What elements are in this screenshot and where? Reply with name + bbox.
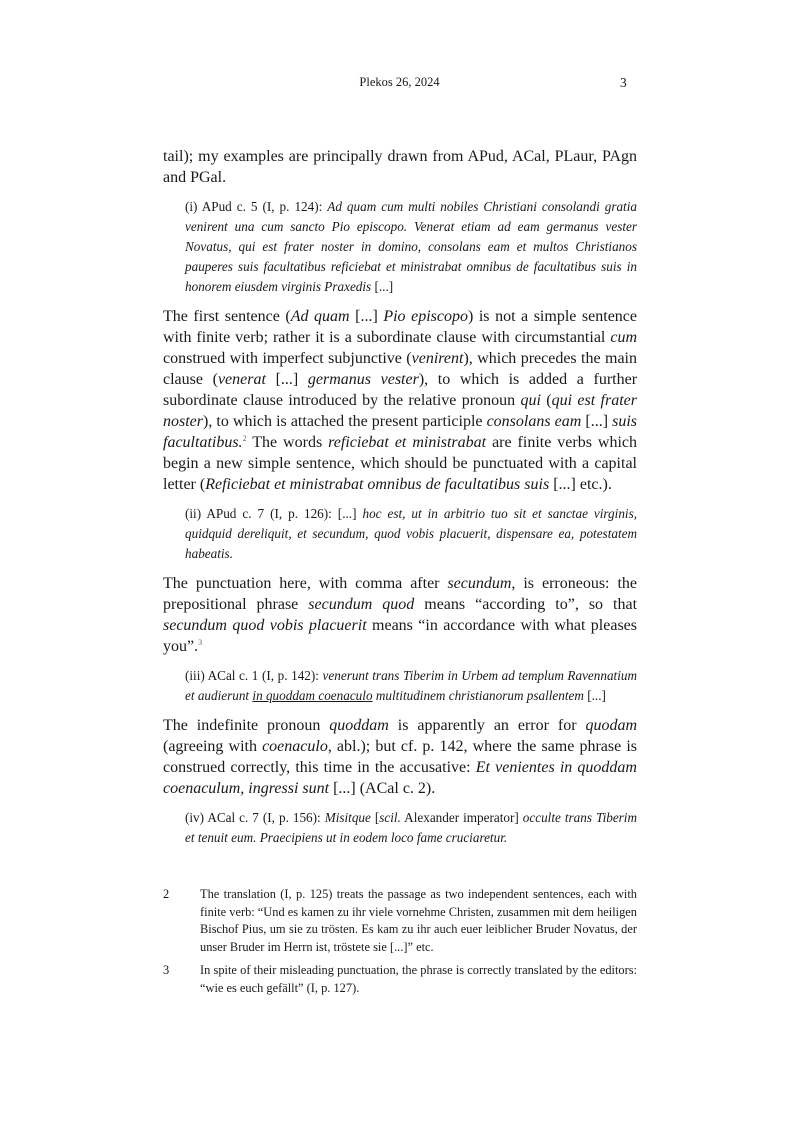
block-quote [185,197,637,297]
text-run: (iv) ACal c. 7 (I, p. 156): [185,810,325,825]
latin-text: scil. [379,810,401,825]
text-run: (ii) APud c. 7 (I, p. 126): [...] [185,506,363,521]
footnote-text: The translation (I, p. 125) treats the passage as two independent sentences, each with finite verb: “Und es kamen zu ihr viele vornehme Christen, zusammen mit dem heiligen Bischof Pius, um sie zu trösten. Es kam zu ihr auch euer leiblicher Bruder Novatus, der unser Bruder im Herrn ist, tröstete sie [...]” etc. [200,887,637,954]
latin-text: secundum [447,575,512,592]
latin-text: qui [520,392,541,409]
text-run: [...] [265,371,308,388]
text-run: [...] [583,688,606,703]
body-paragraph [163,573,637,657]
latin-text: venerat [217,371,266,388]
text-run: ), to which is added a further subordinate clause introduced by the relative pronoun [163,371,638,409]
text-run: (i) APud c. 5 (I, p. 124): [185,199,328,214]
latin-text: hoc est, ut in arbitrio tuo sit et sanctae virginis, quidquid dereliquit, et secundum, quod vobis placuerit, dispensare ea, potestatem habeatis. [185,506,638,561]
latin-text: multitudinem christianorum psallentem [372,688,584,703]
latin-text: Pio episcopo [383,308,468,325]
text-run: Alexander imperator] [400,810,523,825]
text-run: [...] (ACal c. 2). [329,780,436,797]
latin-text: Misitque [324,810,371,825]
body-paragraph [163,146,637,188]
latin-text: Ad quam cum multi nobiles Christiani consolandi gratia venirent una cum sancto Pio episcopo. Venerat etiam ad eam germanus vester Novatus, qui est frater noster in domino, consolans eam et multos Christianos pauperes suis facultatibus reficiebat et ministrabat omnibus de facultatibus suis in honorem eiusdem virginis Praxedis [185,199,637,294]
page-content [163,146,637,1003]
text-run: The first sentence ( [163,308,291,325]
text-run: means “in accordance with what pleases you”. [163,617,638,655]
footnote-3 [163,962,637,997]
text-run: tail); my examples are principally drawn from APud, ACal, PLaur, PAgn and PGal. [163,148,637,186]
footnote-number: 2 [163,887,170,901]
text-run: , is erroneous: the prepositional phrase [163,575,637,613]
latin-text: secundum quod vobis placuerit [163,617,367,634]
body-paragraph [163,715,637,799]
text-run: is apparently an error for [388,717,586,734]
latin-text: cum [610,329,637,346]
text-run: [ [370,810,380,825]
text-run: construed with imperfect subjunctive ( [163,350,412,367]
body-paragraph [163,306,637,495]
footnote-number: 3 [163,963,170,977]
text-run: [...] [349,308,384,325]
text-run: are finite verbs which begin a new simple sentence, which should be punctuated with a capital letter ( [163,434,637,493]
page-number: 3 [620,75,627,90]
latin-text: venerunt trans Tiberim in Urbem ad templum Ravennatium et audierunt [185,668,638,703]
footnote-2 [163,886,637,956]
main-text [163,146,637,848]
footnote-ref: 3 [198,638,203,647]
latin-text: Ad quam [290,308,350,325]
text-run: ( [540,392,552,409]
text-run: The punctuation here, with comma after [163,575,448,592]
footnotes [163,886,637,997]
block-quote [185,666,637,706]
latin-text: quodam [585,717,638,734]
text-run: ), to which is attached the present participle [203,413,487,430]
text-run: [...] etc.). [549,476,612,493]
text-run: The indefinite pronoun [163,717,330,734]
text-run: [...] [581,413,613,430]
text-run: ), which precedes the main clause ( [163,350,637,388]
latin-text: qui est frater noster [163,392,638,430]
latin-text: consolans eam [486,413,582,430]
footnote-text: In spite of their misleading punctuation, the phrase is correctly translated by the editors: “wie es euch gefällt” (I, p. 127). [200,963,637,995]
footnote-ref: 2 [242,434,247,443]
text-run: ) is not a simple sentence with finite verb; rather it is a subordinate clause with circumstantial [163,308,637,346]
latin-text: suis facultatibus. [163,413,638,451]
latin-text: coenaculo [262,738,328,755]
latin-text: germanus vester [307,371,419,388]
latin-text: reficiebat et ministrabat [328,434,487,451]
text-run: The words [246,434,329,451]
text-run: [...] [371,279,394,294]
latin-text: Reficiebat et ministrabat omnibus de facultatibus suis [205,476,550,493]
text-run: (agreeing with [163,738,263,755]
running-header: Plekos 26, 2024 [359,75,440,89]
latin-text: Et venientes in quoddam coenaculum, ingressi sunt [163,759,637,797]
block-quote [185,504,637,564]
text-run: , abl.); but cf. p. 142, where the same phrase is construed correctly, this time in the accusative: [163,738,637,776]
text-run: means “according to”, so that [414,596,638,613]
latin-text: secundum quod [308,596,415,613]
latin-text: occulte trans Tiberim et tenuit eum. Praecipiens ut in eodem loco fame cruciaretur. [185,810,637,845]
text-run: (iii) ACal c. 1 (I, p. 142): [185,668,323,683]
block-quote [185,808,637,848]
latin-text: in quoddam coenaculo [252,688,373,703]
latin-text: quoddam [329,717,389,734]
latin-text: venirent [411,350,464,367]
